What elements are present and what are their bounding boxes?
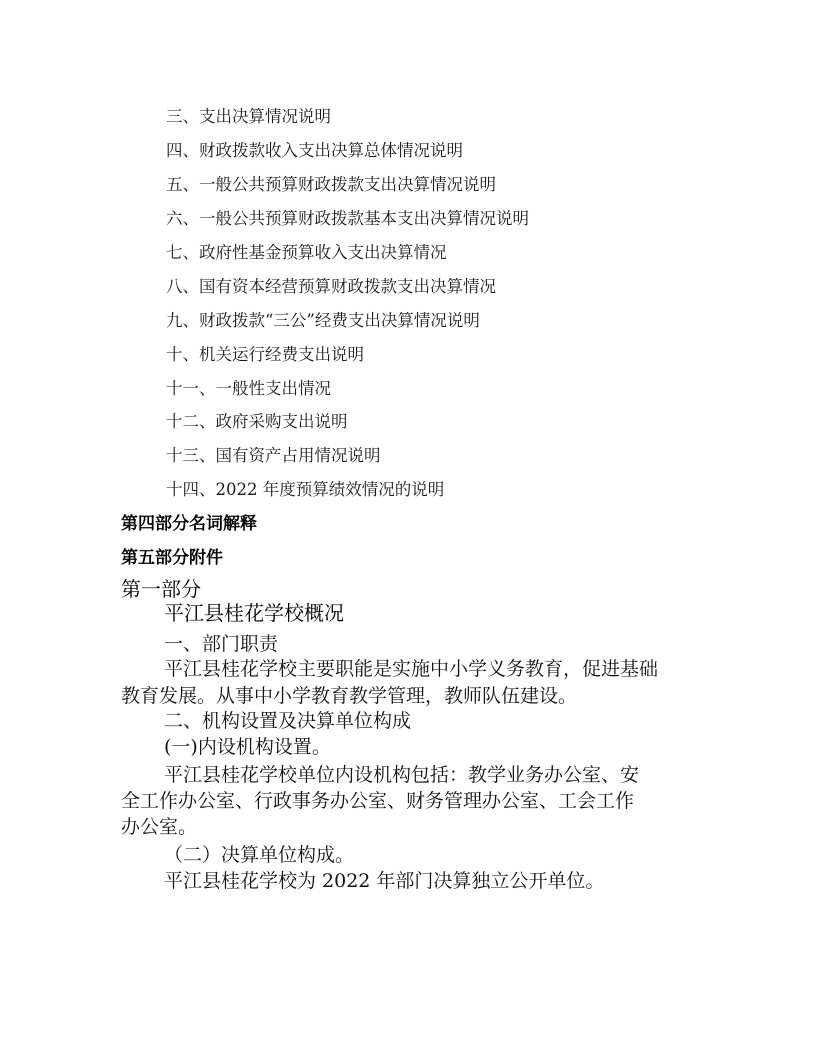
toc-part-four: 第四部分名词解释 <box>121 514 257 534</box>
toc-item-11: 十一、一般性支出情况 <box>166 379 331 398</box>
section-title: 平江县桂花学校概况 <box>164 601 344 625</box>
toc-item-5: 五、一般公共预算财政拨款支出决算情况说明 <box>166 175 496 194</box>
sec2-heading: 二、机构设置及决算单位构成 <box>164 710 412 732</box>
sub1-para-line2: 全工作办公室、行政事务办公室、财务管理办公室、工会工作 <box>121 790 635 812</box>
toc-item-8: 八、国有资本经营预算财政拨款支出决算情况 <box>166 277 496 296</box>
toc-item-10: 十、机关运行经费支出说明 <box>166 345 364 364</box>
toc-item-9: 九、财政拨款“三公”经费支出决算情况说明 <box>166 311 480 330</box>
part-one-heading: 第一部分 <box>121 577 201 601</box>
toc-item-4: 四、财政拨款收入支出决算总体情况说明 <box>166 141 463 160</box>
sec1-para-line1: 平江县桂花学校主要职能是实施中小学义务教育，促进基础 <box>164 658 659 680</box>
toc-part-five: 第五部分附件 <box>121 548 223 568</box>
sub2-para: 平江县桂花学校为 2022 年部门决算独立公开单位。 <box>164 870 605 892</box>
toc-item-3: 三、支出决算情况说明 <box>166 107 331 126</box>
toc-item-6: 六、一般公共预算财政拨款基本支出决算情况说明 <box>166 209 529 228</box>
sec1-heading: 一、部门职责 <box>164 633 279 655</box>
toc-item-13: 十三、国有资产占用情况说明 <box>166 446 381 465</box>
sub1-heading: (一)内设机构设置。 <box>164 736 331 758</box>
toc-item-7: 七、政府性基金预算收入支出决算情况 <box>166 243 447 262</box>
toc-item-12: 十二、政府采购支出说明 <box>166 412 348 431</box>
sec1-para-line2: 教育发展。从事中小学教育教学管理，教师队伍建设。 <box>121 685 578 707</box>
toc-item-14: 十四、2022 年度预算绩效情况的说明 <box>166 480 445 499</box>
sub1-para-line1: 平江县桂花学校单位内设机构包括：教学业务办公室、安 <box>164 764 640 786</box>
sub1-para-line3: 办公室。 <box>121 816 198 838</box>
sub2-heading: （二）决算单位构成。 <box>164 844 355 866</box>
